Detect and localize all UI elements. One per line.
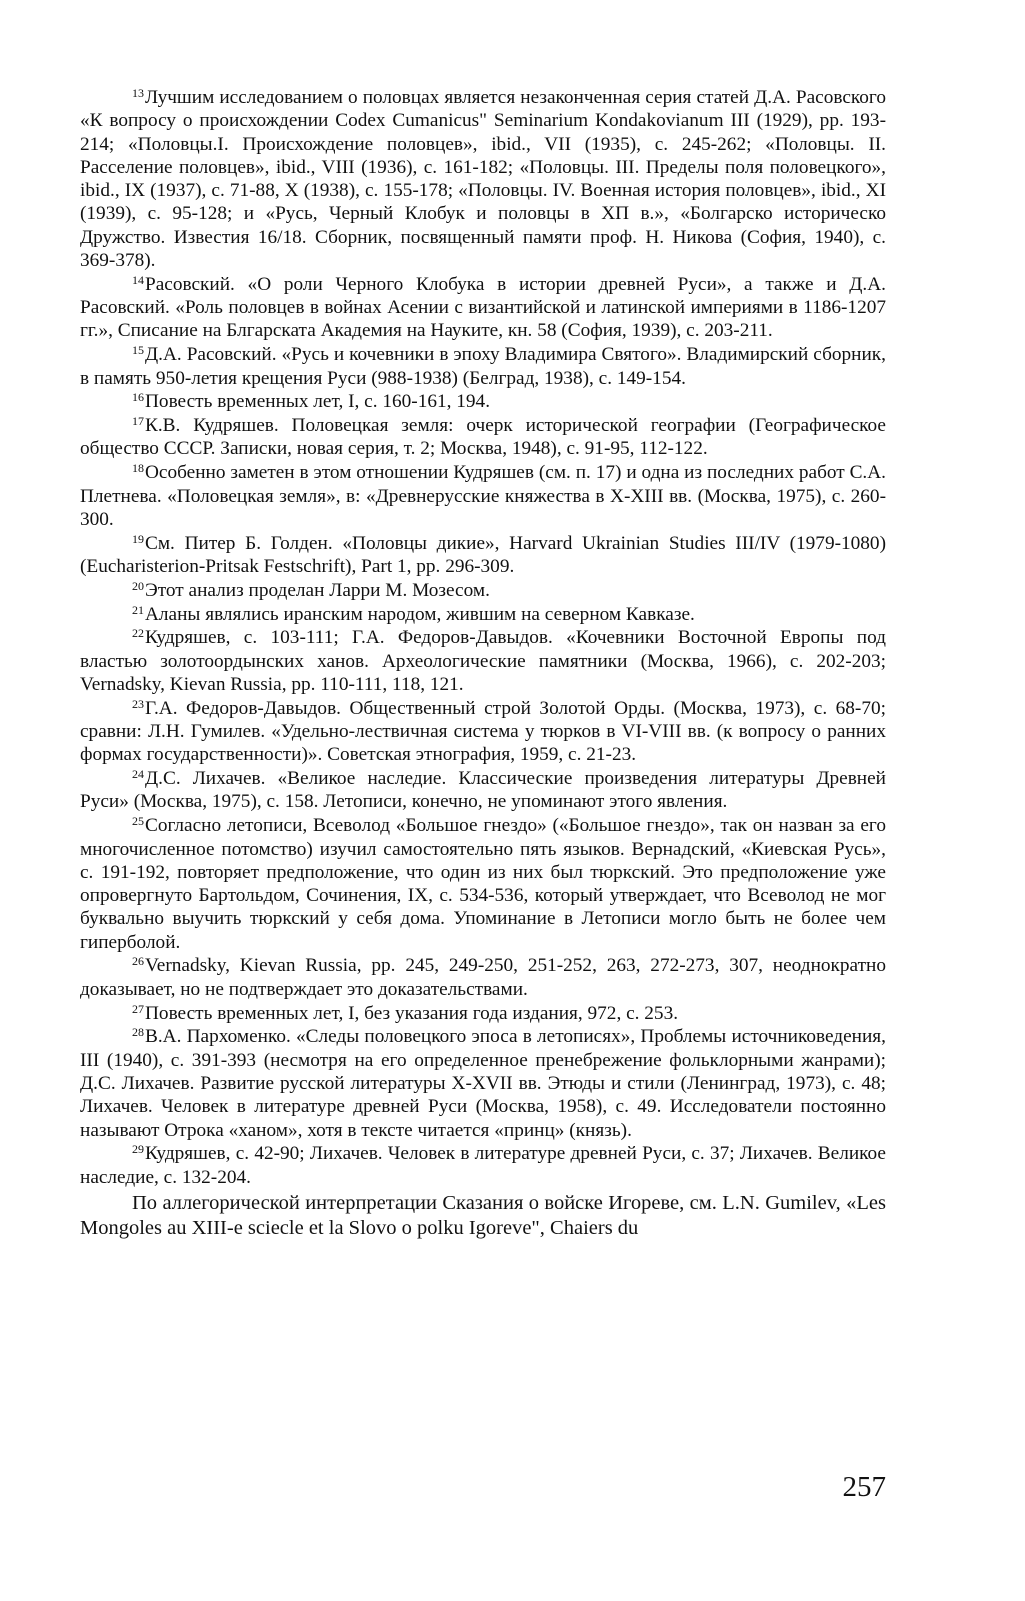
footnote-text: Аланы являлись иранским народом, жившим на северном Кавказе. xyxy=(145,603,695,625)
footnote-number: 27 xyxy=(132,1001,144,1016)
footnote-text: Согласно летописи, Всеволод «Большое гнездо» («Большое гнездо», так он назван за его многочисленное потомство) изучил самостоятельно пять языков. Вернадский, «Киевская Русь», с. 191-192, повторяет предположение, что один из них был тюркский. Это предположение уже опровергнуто Бартольдом, Сочинения, IX, с. 534-536, который утверждает, что Всеволод не мог буквально выучить тюркский у себя дома. Упоминание в Летописи могло быть не более чем гиперболой. xyxy=(80,815,886,953)
footnote-text: Повесть временных лет, I, с. 160-161, 194. xyxy=(145,391,491,413)
footnote-number: 28 xyxy=(132,1025,144,1040)
footnote-29 xyxy=(80,1142,886,1189)
footnote-text: Лучшим исследованием о половцах является незаконченная серия статей Д.А. Расовского «К вопросу о происхождении Codex Cumanicus" Seminarium Kondakovianum III (1929), pp. 193-214; «Половцы.I. Происхождение половцев», ibid., VII (1935), с. 245-262; «Половцы. II. Расселение половцев», ibid., VIII (1936), с. 161-182; «Половцы. III. Пределы поля половецкого», ibid., IX (1937), с. 71-88, X (1938), с. 155-178; «Половцы. IV. Военная история половцев», ibid., XI (1939), с. 95-128; и «Русь, Черный Клобук и половцы в ХП в.», «Болгарско историческо Дружство. Известия 16/18. Сборник, посвященный памяти проф. Н. Никова (София, 1940), с. 369-378). xyxy=(80,87,886,272)
footnote-text: Расовский. «О роли Черного Клобука в истории древней Руси», а также и Д.А. Расовский. «Роль половцев в войнах Асении с византийской и латинской империями в 1186-1207 гг.», Списание на Блгарската Академия на Науките, кн. 58 (София, 1939), с. 203-211. xyxy=(80,273,886,342)
footnote-number: 13 xyxy=(132,86,144,100)
footnote-22 xyxy=(80,626,886,696)
footnote-text: Этот анализ проделан Ларри М. Мозесом. xyxy=(145,579,490,601)
footnote-number: 14 xyxy=(132,272,144,287)
footnote-number: 24 xyxy=(132,767,144,782)
footnote-text: Г.А. Федоров-Давыдов. Общественный строй Золотой Орды. (Москва, 1973), с. 68-70; сравни: Л.Н. Гумилев. «Удельно-лествичная система у тюрков в VI-VIII вв. (к вопросу о ранних формах государственности)». Советская этнография, 1959, с. 21-23. xyxy=(80,697,886,766)
footnote-text: Д.С. Лихачев. «Великое наследие. Классические произведения литературы Древней Руси» (Москва, 1975), с. 158. Летописи, конечно, не упоминают этого явления. xyxy=(80,768,886,813)
footnote-25 xyxy=(80,814,886,954)
footnote-16 xyxy=(80,390,886,413)
footnote-text: Д.А. Расовский. «Русь и кочевники в эпоху Владимира Святого». Владимирский сборник, в память 950-летия крещения Руси (988-1938) (Белград, 1938), с. 149-154. xyxy=(80,344,886,389)
footnote-text: См. Питер Б. Голден. «Половцы дикие», Harvard Ukrainian Studies III/IV (1979-1080) (Eucharisterion-Pritsak Festschrift), Part 1, pp. 296-309. xyxy=(80,532,886,577)
footnote-text: Особенно заметен в этом отношении Кудряшев (см. п. 17) и одна из последних работ С.А. Плетнева. «Половецкая земля», в: «Древнерусские княжества в X-XIII вв. (Москва, 1975), с. 260-300. xyxy=(80,462,886,530)
footnote-24 xyxy=(80,767,886,814)
footnote-text: Кудряшев, с. 103-111; Г.А. Федоров-Давыдов. «Кочевники Восточной Европы под властью золотоордынских ханов. Археологические памятники (Москва, 1966), с. 202-203; Vernadsky, Kievan Russia, pp. 110-111, 118, 121. xyxy=(80,627,886,695)
footnote-13 xyxy=(80,86,886,272)
footnote-number: 23 xyxy=(132,696,144,711)
footnote-23 xyxy=(80,697,886,767)
footnote-28 xyxy=(80,1025,886,1141)
footnote-26 xyxy=(80,954,886,1001)
footnote-text: Кудряшев, с. 42-90; Лихачев. Человек в литературе древней Руси, с. 37; Лихачев. Великое наследие, с. 132-204. xyxy=(80,1143,886,1188)
footnote-number: 16 xyxy=(132,390,144,405)
footnote-number: 18 xyxy=(132,461,144,476)
page-content xyxy=(80,86,886,1241)
footnotes-list xyxy=(80,86,886,1189)
footnote-15 xyxy=(80,343,886,390)
footnote-number: 20 xyxy=(132,578,144,593)
footnote-number: 29 xyxy=(132,1142,144,1157)
footnote-text: В.А. Пархоменко. «Следы половецкого эпоса в летописях», Проблемы источниковедения, III (1940), с. 391-393 (несмотря на его определенное пренебрежение фольклорными жанрами); Д.С. Лихачев. Развитие русской литературы X-XVII вв. Этюды и стили (Ленинград, 1973), с. 48; Лихачев. Человек в литературе древней Руси (Москва, 1958), с. 49. Исследователи постоянно называют Отрока «ханом», хотя в тексте читается «принц» (князь). xyxy=(80,1026,886,1141)
footnote-number: 22 xyxy=(132,626,144,641)
footnote-text: К.В. Кудряшев. Половецкая земля: очерк исторической географии (Географическое общество СССР. Записки, новая серия, т. 2; Москва, 1948), с. 91-95, 112-122. xyxy=(80,415,886,460)
footnote-27 xyxy=(80,1002,886,1025)
footnote-14 xyxy=(80,273,886,343)
footnote-number: 15 xyxy=(132,343,144,358)
footnote-number: 21 xyxy=(132,602,144,617)
footnote-number: 19 xyxy=(132,531,144,546)
footnote-19 xyxy=(80,532,886,579)
footnote-text: Повесть временных лет, I, без указания года издания, 972, с. 253. xyxy=(145,1002,679,1024)
footnote-number: 17 xyxy=(132,414,144,429)
footnote-17 xyxy=(80,414,886,461)
footnote-text: Vernadsky, Kievan Russia, pp. 245, 249-250, 251-252, 263, 272-273, 307, неоднократно доказывает, но не подтверждает это доказательствами. xyxy=(80,955,886,1000)
footnote-20 xyxy=(80,579,886,602)
closing-paragraph: По аллегорической интерпретации Сказания о войске Игореве, см. L.N. Gumilev, «Les Mongoles au XIII-e sciecle et la Slovo o polku Igoreve", Chaiers du xyxy=(80,1191,886,1239)
footnote-21 xyxy=(80,603,886,626)
footnote-18 xyxy=(80,461,886,531)
footnote-number: 26 xyxy=(132,954,144,969)
page-number: 257 xyxy=(842,1471,886,1503)
footnote-number: 25 xyxy=(132,814,144,829)
